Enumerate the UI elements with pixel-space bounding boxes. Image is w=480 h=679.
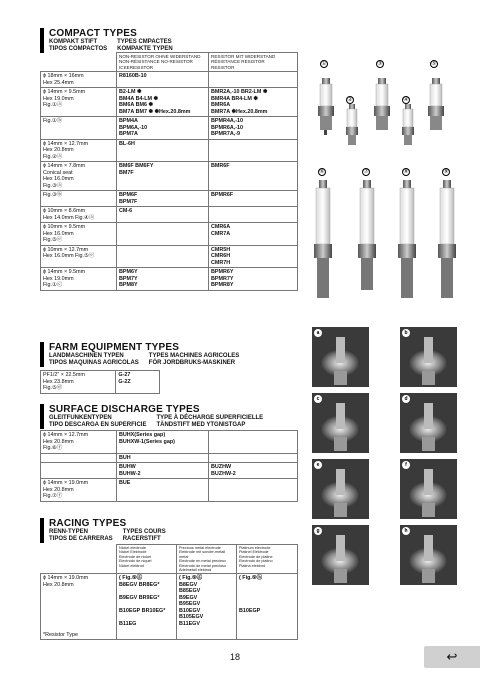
compact-sub-es: TIPOS COMPACTOS bbox=[49, 46, 108, 52]
compact-size-cell: ϕ 10mm × 9.5mm Hex 16.0mm Fig.⑤ⓔ bbox=[41, 223, 117, 246]
compact-size-cell: ϕ 18mm × 16mm Hex 25.4mm bbox=[41, 72, 117, 88]
header-non-resistor: NON-RESISTOR OHNE WIDERSTAND NON-RÉSISTANCE NO-RESISTOR ICKERESISTOR bbox=[117, 53, 209, 72]
compact-row bbox=[41, 72, 298, 88]
surface-size-cell: ϕ 14mm × 19.0mm Hex 20.8mm Fig.⑦ⓕ bbox=[41, 479, 117, 502]
compact-size-cell: Fig.③ⓑ bbox=[41, 191, 117, 207]
electrode-photo-e bbox=[312, 459, 369, 519]
farm-title: FARM EQUIPMENT TYPES bbox=[49, 342, 180, 353]
electrode-photo-f bbox=[400, 459, 457, 519]
surface-resistor-cell bbox=[209, 431, 298, 454]
compact-table bbox=[40, 52, 298, 291]
plug-label-5: ⑤ bbox=[431, 61, 437, 67]
surface-resistor-cell bbox=[209, 479, 298, 502]
compact-non-resistor-cell: BPM4A BPM6A,-10 BPM7A bbox=[117, 117, 209, 140]
plug-label-1: ① bbox=[321, 61, 327, 67]
page-number: 18 bbox=[230, 652, 241, 662]
electrode-photo-b bbox=[400, 327, 457, 387]
electrode-photo-d bbox=[400, 393, 457, 453]
compact-size-cell: ϕ 10mm × 12.7mm Hex 16.0mm Fig.⑤ⓔ bbox=[41, 245, 117, 268]
surface-size-cell bbox=[41, 453, 117, 463]
compact-non-resistor-cell: BL-6H bbox=[117, 139, 209, 162]
surface-sub-de: GLEITFUNKENTYPEN bbox=[49, 415, 112, 421]
compact-sub-de: KOMPAKT STIFT bbox=[49, 39, 98, 45]
compact-resistor-cell: CMR6A CMR7A bbox=[209, 223, 298, 246]
racing-nickel-models: ( Fig.⑨ⓖ B8EGV BR8EG* B9EGV BR9EG* B10EGP BR10EG* B11EG bbox=[117, 574, 177, 640]
surface-size-cell bbox=[41, 463, 117, 479]
photo-label-a: a bbox=[314, 329, 322, 337]
plug-4 bbox=[402, 104, 414, 145]
surface-row bbox=[41, 479, 298, 502]
farm-table bbox=[40, 370, 160, 394]
plug-2 bbox=[346, 104, 358, 145]
compact-resistor-cell: BPMR6Y BPMR7Y BPMR8Y bbox=[209, 268, 298, 291]
plug-label-6: ⑥ bbox=[319, 169, 325, 175]
racing-sub-fr: TYPES COURS bbox=[122, 529, 166, 535]
plug-label-3: ③ bbox=[377, 61, 383, 67]
compact-non-resistor-cell bbox=[117, 245, 209, 268]
photo-label-g: g bbox=[314, 527, 322, 535]
plug-3 bbox=[374, 78, 390, 130]
plug-label-9: ⑨ bbox=[443, 169, 449, 175]
photo-label-e: e bbox=[314, 461, 322, 469]
compact-resistor-cell bbox=[209, 207, 298, 223]
farm-types-heading bbox=[40, 342, 239, 367]
compact-row bbox=[41, 117, 298, 140]
compact-non-resistor-cell: R8160B-10 bbox=[117, 72, 209, 88]
surface-title: SURFACE DISCHARGE TYPES bbox=[49, 404, 200, 415]
photo-label-d: d bbox=[402, 395, 410, 403]
surface-non-resistor-cell: BUE bbox=[117, 479, 209, 502]
spark-plug-illustrations bbox=[310, 60, 470, 320]
compact-non-resistor-cell: B2-LM ✽ BM4A B4-LM ✽ BM6A BM6 ✽ BM7A BM7 ✽ ✽Hex.20.8mm bbox=[117, 88, 209, 117]
surface-non-resistor-cell: BUHX(Series gap) BUHXW-1(Series gap) bbox=[117, 431, 209, 454]
surface-resistor-cell bbox=[209, 453, 298, 463]
compact-row bbox=[41, 223, 298, 246]
compact-size-cell: ϕ 14mm × 9.5mm Hex 19.0mm Fig.①ⓐ bbox=[41, 88, 117, 117]
plug-1 bbox=[318, 78, 334, 135]
electrode-photo-c bbox=[312, 393, 369, 453]
racing-types-heading bbox=[40, 518, 166, 543]
compact-row bbox=[41, 245, 298, 268]
compact-resistor-cell: BPMR4A,-10 BPMR6A,-10 BPMR7A,-9 bbox=[209, 117, 298, 140]
farm-sub-de: LANDMASCHINEN TYPEN bbox=[49, 353, 124, 359]
surface-table bbox=[40, 430, 298, 502]
surface-row bbox=[41, 431, 298, 454]
plug-7 bbox=[358, 180, 376, 290]
compact-row bbox=[41, 191, 298, 207]
plug-5 bbox=[428, 78, 444, 130]
compact-size-cell: ϕ 14mm × 9.5mm Hex 19.0mm Fig.①ⓒ bbox=[41, 268, 117, 291]
racing-table bbox=[40, 544, 298, 640]
compact-size-cell: Fig.①ⓑ bbox=[41, 117, 117, 140]
surface-sub-fr: TYPE À DÉCHARGE SUPERFICIELLE bbox=[156, 415, 264, 421]
electrode-photo-a bbox=[312, 327, 369, 387]
resistor-note: *Resistor Type bbox=[43, 631, 78, 638]
plug-label-8: ⑧ bbox=[403, 169, 409, 175]
surface-size-cell: ϕ 14mm × 12.7mm Hex 20.8mm Fig.⑥ⓕ bbox=[41, 431, 117, 454]
compact-row bbox=[41, 268, 298, 291]
compact-types-heading bbox=[40, 28, 173, 53]
surface-sub-es: TIPO DESCARGA EN SUPERFICIE bbox=[49, 422, 147, 428]
farm-sub-es: TIPOS MAQUINAS AGRICOLAS bbox=[49, 360, 139, 366]
racing-title: RACING TYPES bbox=[49, 518, 127, 529]
farm-models: G-27 G-2Z bbox=[116, 371, 160, 394]
plug-9 bbox=[438, 180, 456, 298]
electrode-photo-g bbox=[312, 525, 369, 585]
racing-header-precious: Precious metal electrode Elektrode mit sonder-metall metal Electrode en metal precieux Electrodo de metal precioso Ädelmetall elektrod bbox=[177, 545, 237, 574]
photo-label-c: c bbox=[314, 395, 322, 403]
compact-resistor-cell: BMR6F bbox=[209, 162, 298, 191]
back-button[interactable] bbox=[424, 646, 480, 668]
compact-title: COMPACT TYPES bbox=[49, 28, 137, 39]
compact-row bbox=[41, 207, 298, 223]
racing-header-nickel: Nickel electrode Nickel Elektrode Electrode de nickel Electrodo de niquel Nickel elektrod bbox=[117, 545, 177, 574]
racing-header-platinum: Platinum electrode Platinel Elektrode Electrode de platine Electrodo de platino Platina elektrod bbox=[237, 545, 298, 574]
compact-resistor-cell: CMR5H CMR6H CMR7H bbox=[209, 245, 298, 268]
compact-size-cell: ϕ 10mm × 8.6mm Hex 14.0mm Fig.④ⓐ bbox=[41, 207, 117, 223]
photo-label-b: b bbox=[402, 329, 410, 337]
compact-resistor-cell bbox=[209, 72, 298, 88]
compact-sub-fr: TYPES CMPACTES bbox=[117, 39, 172, 45]
surface-resistor-cell: BUZHW BUZHW-2 bbox=[209, 463, 298, 479]
compact-non-resistor-cell bbox=[117, 223, 209, 246]
photo-label-h: h bbox=[402, 527, 410, 535]
photo-label-f: f bbox=[402, 461, 410, 469]
surface-non-resistor-cell: BUH bbox=[117, 453, 209, 463]
plug-label-4: ④ bbox=[403, 97, 409, 103]
compact-resistor-cell bbox=[209, 139, 298, 162]
compact-resistor-cell: BMR2A,-10 BR2-LM ✽ BMR4A BR4-LM ✽ BMR6A BMR7A ✽Hex.20.8mm bbox=[209, 88, 298, 117]
compact-row bbox=[41, 88, 298, 117]
compact-non-resistor-cell: BPM6Y BPM7Y BPM8Y bbox=[117, 268, 209, 291]
racing-platinum-models: ( Fig.⑨ⓗ B10EGP bbox=[237, 574, 298, 640]
spark-plug-drawings-svg bbox=[310, 70, 470, 320]
compact-sub-de2: KOMPAKTE TYPEN bbox=[117, 46, 173, 52]
farm-size: PF1/2" × 22.5mm Hex 23.8mm Fig.⑤ⓓ bbox=[41, 371, 116, 394]
compact-size-cell: ϕ 14mm × 7.8mm Conical seat Hex 16.0mm Fig.③ⓐ bbox=[41, 162, 117, 191]
header-resistor: RESISTOR MIT WIDERSTAND RÉSISTANCE RESISTOR RESISTOR bbox=[209, 53, 298, 72]
racing-sub-es: TIPOS DE CARRERAS bbox=[49, 536, 113, 542]
compact-resistor-cell: BPMR6F bbox=[209, 191, 298, 207]
surface-row bbox=[41, 463, 298, 479]
back-arrow-icon: ↩ bbox=[446, 649, 458, 664]
compact-non-resistor-cell: BM6F BM6FY BM7F bbox=[117, 162, 209, 191]
plug-6 bbox=[314, 180, 332, 298]
farm-sub-sv: FÖR JORDBRUKS-MASKINER bbox=[148, 360, 236, 366]
compact-non-resistor-cell: CM-6 bbox=[117, 207, 209, 223]
compact-non-resistor-cell: BPM6F BPM7F bbox=[117, 191, 209, 207]
compact-row bbox=[41, 162, 298, 191]
plug-label-7: ⑦ bbox=[363, 169, 369, 175]
surface-types-heading bbox=[40, 404, 263, 429]
plug-8 bbox=[398, 180, 416, 298]
compact-row bbox=[41, 139, 298, 162]
farm-sub-fr: TYPES MACHINES AGRICOLES bbox=[148, 353, 240, 359]
surface-non-resistor-cell: BUHW BUHW-2 bbox=[117, 463, 209, 479]
racing-sub-de: RENN-TYPEN bbox=[49, 529, 89, 535]
surface-sub-sv: TÄNDSTIFT MED YTGNISTGAP bbox=[156, 422, 246, 428]
electrode-photo-h bbox=[400, 525, 457, 585]
racing-sub-sv: RACERSTIFT bbox=[122, 536, 161, 542]
racing-size: ϕ 14mm × 19.0mm Hex 20.8mm bbox=[43, 575, 89, 588]
racing-precious-models: ( Fig.⑨ⓖ B8EGV B85EGV B9EGV B95EGV B10EGV B105EGV B11EGV bbox=[177, 574, 237, 640]
plug-label-2: ② bbox=[347, 97, 353, 103]
compact-size-cell: ϕ 14mm × 12.7mm Hex 20.8mm Fig.②ⓐ bbox=[41, 139, 117, 162]
surface-row bbox=[41, 453, 298, 463]
